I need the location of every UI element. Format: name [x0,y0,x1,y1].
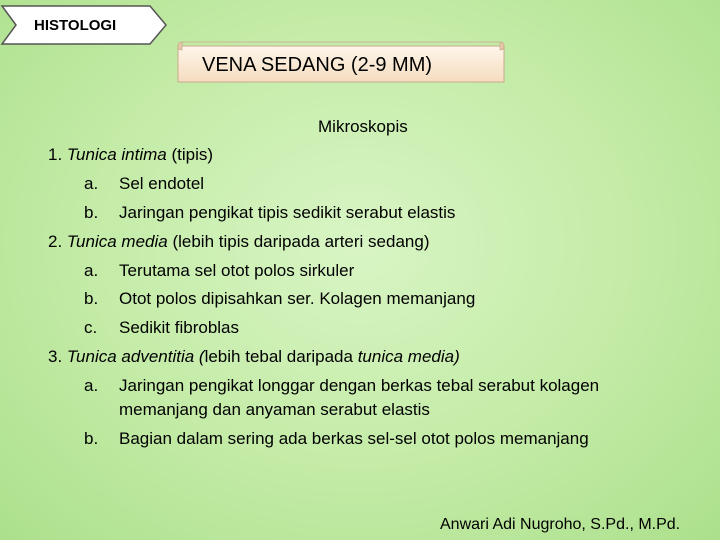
author-credit: Anwari Adi Nugroho, S.Pd., M.Pd. [440,516,681,533]
item-text: Jaringan pengikat tipis sedikit serabut elastis [119,203,456,222]
section-2-heading [48,232,429,252]
item-marker: c. [84,318,98,337]
list-item [84,261,355,281]
section-3-heading [48,347,460,367]
section-1-rest: (tipis) [166,145,214,164]
section-3-term: Tunica adventitia ( [66,347,205,366]
list-item [84,318,240,338]
item-text: Jaringan pengikat longgar dengan berkas tebal serabut kolagen [119,376,600,395]
section-3-rest-italic: tunica media) [357,347,460,366]
list-item-continuation: memanjang dan anyaman serabut elastis [119,400,430,419]
item-text: Terutama sel otot polos sirkuler [119,261,355,280]
subheading: Mikroskopis [318,117,408,136]
section-2-term: Tunica media [66,232,168,251]
list-item [84,203,456,223]
section-1-term: Tunica intima [66,145,167,164]
list-item [84,376,600,396]
section-2-rest: (lebih tipis daripada arteri sedang) [167,232,430,251]
section-3-number: 3. [48,347,63,366]
list-item [84,289,476,309]
item-marker: b. [84,203,99,222]
item-marker: b. [84,289,99,308]
section-2-number: 2. [48,232,63,251]
list-item [84,429,589,449]
section-tag [0,4,168,46]
item-marker: a. [84,174,99,193]
section-1-heading [48,145,213,165]
item-marker: b. [84,429,99,448]
item-text: Otot polos dipisahkan ser. Kolagen memanjang [119,289,476,308]
list-item [84,174,205,194]
page-title: VENA SEDANG (2-9 MM) [202,54,433,76]
item-text: Bagian dalam sering ada berkas sel-sel otot polos memanjang [119,429,589,448]
tag-label: HISTOLOGI [34,17,117,34]
item-text: Sedikit fibroblas [119,318,240,337]
section-3-rest: lebih tebal daripada [204,347,358,366]
item-text: Sel endotel [119,174,205,193]
title-banner [174,40,508,84]
section-1-number: 1. [48,145,63,164]
item-marker: a. [84,376,99,395]
item-marker: a. [84,261,99,280]
